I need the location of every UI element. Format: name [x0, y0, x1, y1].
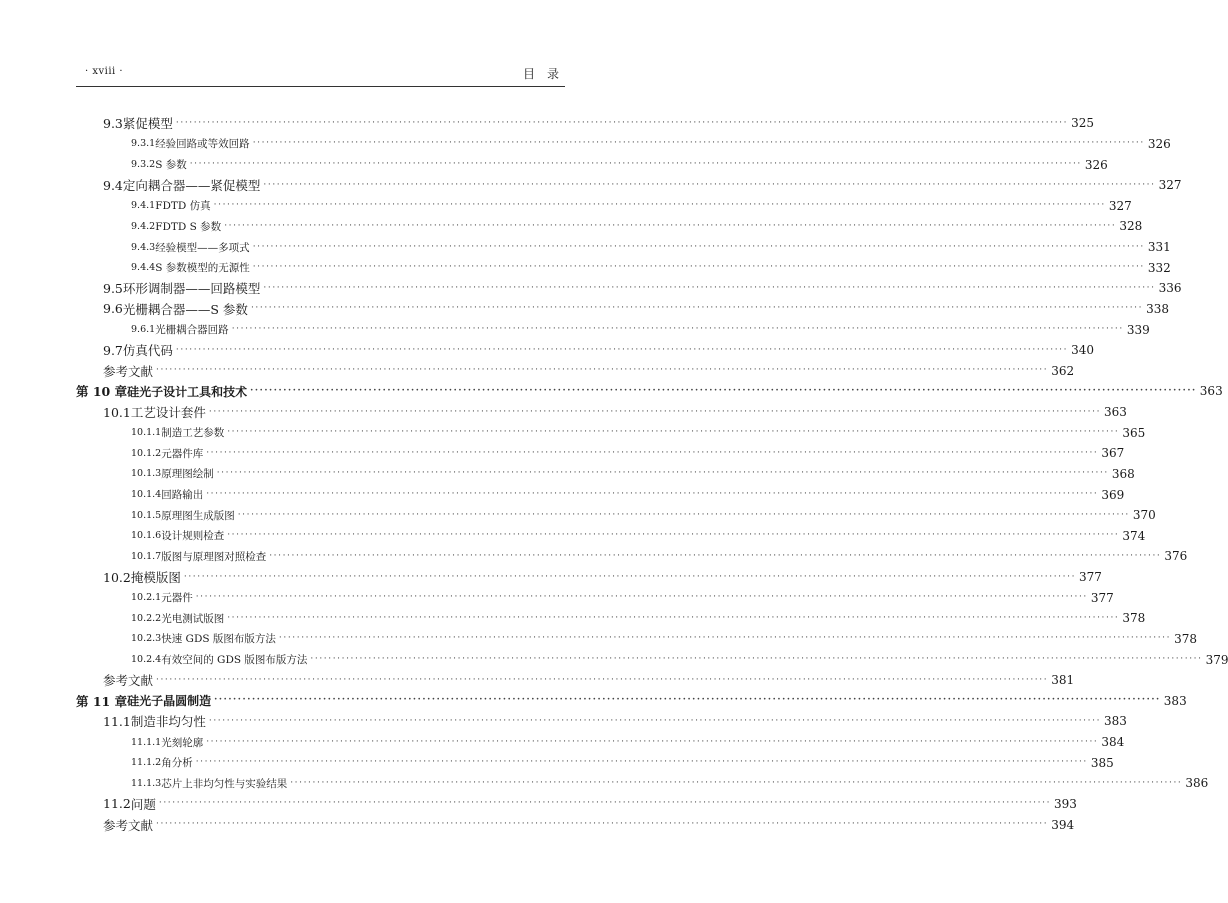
dot-leader: ········································································································································································································	[224, 220, 1117, 231]
dot-leader: ········································································································································································································	[263, 282, 1156, 293]
toc-entry-page: 363	[1199, 384, 1223, 399]
table-of-contents	[76, 113, 1228, 835]
toc-entry-number: 10.2.3	[131, 633, 162, 645]
toc-entry-sub	[76, 546, 1188, 567]
dot-leader: ········································································································································································································	[195, 757, 1088, 768]
dot-leader: ········································································································································································································	[195, 592, 1088, 603]
toc-entry-number: 10.2.4	[131, 654, 162, 666]
toc-entry-number: 10.1.7	[131, 550, 162, 562]
toc-entry-number: 10.2.1	[131, 592, 162, 604]
toc-entry-number: 第 10 章	[76, 384, 128, 400]
toc-entry-section	[76, 340, 1094, 361]
toc-entry-sub	[76, 443, 1125, 464]
toc-entry-page: 377	[1090, 590, 1114, 605]
toc-entry-number: 10.1.4	[131, 489, 162, 501]
toc-entry-number: 10.1.2	[131, 447, 162, 459]
toc-entry-title: S 参数模型的无源性	[155, 262, 250, 275]
toc-entry-title: 硅光子晶圆制造	[127, 694, 212, 709]
toc-entry-page: 374	[1122, 528, 1146, 543]
toc-entry-title: FDTD 仿真	[155, 200, 211, 213]
toc-entry-title: 仿真代码	[122, 343, 173, 359]
dot-leader: ········································································································································································································	[208, 406, 1102, 417]
dot-leader: ········································································································································································································	[216, 468, 1109, 479]
dot-leader: ········································································································································································································	[252, 138, 1145, 149]
toc-entry-title: 参考文献	[103, 673, 154, 689]
dot-leader: ········································································································································································································	[252, 262, 1145, 273]
toc-entry-sub	[76, 422, 1146, 443]
toc-entry-page: 384	[1101, 735, 1125, 750]
toc-entry-title: 制造非均匀性	[130, 714, 206, 730]
toc-entry-number: 9.6.1	[131, 324, 156, 336]
toc-entry-title: 快速 GDS 版图布版方法	[161, 633, 276, 646]
toc-entry-number: 9.7	[103, 342, 123, 358]
toc-entry-title: 环形调制器——回路模型	[122, 281, 261, 297]
toc-entry-sub	[76, 216, 1143, 237]
dot-leader: ········································································································································································································	[310, 654, 1203, 665]
toc-entry-sub	[76, 608, 1146, 629]
toc-entry-title: 经验模型——多项式	[155, 241, 250, 254]
toc-entry-number: 9.6	[103, 301, 123, 317]
dot-leader: ········································································································································································································	[156, 674, 1049, 685]
toc-entry-page: 386	[1185, 776, 1209, 791]
toc-entry-page: 340	[1071, 343, 1094, 358]
toc-entry-number: 10.1.3	[131, 468, 162, 480]
toc-entry-page: 368	[1111, 466, 1135, 481]
toc-entry-section	[76, 567, 1102, 588]
toc-entry-sub	[76, 484, 1125, 505]
toc-entry-page: 385	[1090, 755, 1114, 770]
toc-entry-sub	[76, 649, 1228, 670]
toc-entry-sub	[76, 237, 1171, 258]
toc-entry-title: 角分析	[161, 757, 193, 770]
toc-entry-section	[76, 278, 1182, 299]
toc-entry-title: 问题	[130, 796, 156, 812]
toc-entry-sub	[76, 773, 1209, 794]
dot-leader: ········································································································································································································	[237, 509, 1130, 520]
dot-leader: ········································································································································································································	[263, 179, 1156, 190]
toc-entry-title: 光栅耦合器回路	[155, 324, 229, 337]
toc-entry-number: 11.1	[103, 713, 131, 729]
dot-leader: ········································································································································································································	[206, 447, 1099, 458]
toc-entry-page: 379	[1205, 652, 1228, 667]
dot-leader: ········································································································································································································	[156, 365, 1049, 376]
toc-entry-page: 394	[1051, 817, 1075, 832]
toc-entry-sub	[76, 505, 1156, 526]
toc-entry-page: 331	[1147, 240, 1171, 255]
dot-leader: ········································································································································································································	[206, 736, 1099, 747]
toc-entry-number: 9.5	[103, 280, 123, 296]
dot-leader: ········································································································································································································	[206, 489, 1099, 500]
toc-entry-page: 393	[1054, 796, 1077, 811]
toc-entry-title: 经验回路或等效回路	[155, 138, 250, 151]
toc-entry-title: 有效空间的 GDS 版图布版方法	[161, 654, 308, 667]
toc-entry-number: 9.4	[103, 177, 123, 193]
toc-entry-page: 378	[1122, 611, 1146, 626]
toc-entry-sub	[76, 319, 1150, 340]
toc-entry-sub	[76, 752, 1114, 773]
toc-entry-number: 9.4.2	[131, 220, 156, 232]
toc-entry-title: 参考文献	[103, 817, 154, 833]
toc-entry-title: 定向耦合器——紧促模型	[122, 178, 261, 194]
toc-entry-page: 376	[1164, 549, 1188, 564]
toc-entry-number: 10.1.1	[131, 427, 162, 439]
dot-leader: ········································································································································································································	[290, 777, 1183, 788]
toc-entry-page: 365	[1122, 425, 1146, 440]
toc-entry-page: 332	[1147, 260, 1171, 275]
dot-leader: ········································································································································································································	[269, 550, 1162, 561]
toc-entry-sub	[76, 464, 1135, 485]
toc-entry-number: 11.2	[103, 796, 131, 812]
toc-entry-section	[76, 113, 1094, 134]
toc-entry-section	[76, 402, 1127, 423]
toc-entry-title: 版图与原理图对照检查	[161, 550, 267, 563]
toc-entry-page: 325	[1071, 116, 1094, 131]
dot-leader: ········································································································································································································	[278, 633, 1172, 644]
toc-entry-sub	[76, 587, 1114, 608]
toc-entry-title: 芯片上非均匀性与实验结果	[161, 777, 288, 790]
toc-entry-title: 参考文献	[103, 363, 154, 379]
toc-entry-title: 回路输出	[161, 489, 204, 502]
toc-entry-ref	[76, 361, 1075, 382]
toc-entry-title: 光栅耦合器——S 参数	[122, 301, 248, 317]
dot-leader: ········································································································································································································	[208, 715, 1102, 726]
dot-leader: ········································································································································································································	[227, 612, 1120, 623]
dot-leader: ········································································································································································································	[183, 571, 1077, 582]
toc-entry-page: 383	[1163, 693, 1187, 708]
toc-entry-page: 378	[1174, 631, 1197, 646]
page-number: · xviii ·	[85, 66, 124, 77]
dot-leader: ········································································································································································································	[231, 324, 1124, 335]
toc-entry-title: 光刻轮廓	[161, 736, 204, 749]
toc-entry-page: 383	[1104, 714, 1127, 729]
toc-entry-number: 10.2	[103, 569, 131, 585]
toc-entry-title: 制造工艺参数	[161, 427, 225, 440]
page-header	[77, 66, 563, 82]
toc-entry-ref	[76, 814, 1075, 835]
dot-leader: ········································································································································································································	[175, 117, 1069, 128]
toc-entry-title: 硅光子设计工具和技术	[127, 384, 248, 399]
toc-entry-title: 元器件库	[161, 447, 204, 460]
toc-entry-page: 367	[1101, 446, 1125, 461]
dot-leader: ········································································································································································································	[250, 303, 1144, 314]
toc-entry-title: 原理图生成版图	[161, 509, 235, 522]
toc-entry-number: 9.4.4	[131, 262, 156, 274]
toc-entry-section	[76, 299, 1170, 320]
toc-entry-section	[76, 175, 1182, 196]
toc-entry-sub	[76, 196, 1132, 217]
toc-entry-sub	[76, 134, 1171, 155]
toc-entry-sub	[76, 154, 1108, 175]
toc-entry-number: 10.2.2	[131, 612, 162, 624]
toc-entry-section	[76, 711, 1127, 732]
toc-entry-page: 377	[1079, 570, 1102, 585]
toc-entry-page: 362	[1051, 363, 1075, 378]
dot-leader: ········································································································································································································	[250, 385, 1197, 396]
toc-entry-number: 11.1.3	[131, 777, 162, 789]
header-rule	[76, 86, 565, 87]
toc-entry-sub	[76, 732, 1125, 753]
toc-entry-section	[76, 794, 1077, 815]
toc-entry-number: 9.3	[103, 115, 123, 131]
dot-leader: ········································································································································································································	[252, 241, 1145, 252]
toc-entry-page: 328	[1119, 219, 1143, 234]
toc-entry-number: 10.1	[103, 404, 131, 420]
toc-entry-sub	[76, 526, 1146, 547]
toc-entry-number: 9.3.2	[131, 159, 156, 171]
dot-leader: ········································································································································································································	[175, 344, 1069, 355]
toc-entry-number: 10.1.6	[131, 530, 162, 542]
dot-leader: ········································································································································································································	[189, 159, 1082, 170]
toc-entry-page: 326	[1084, 157, 1108, 172]
toc-entry-title: 设计规则检查	[161, 530, 225, 543]
toc-entry-number: 9.3.1	[131, 138, 156, 150]
toc-entry-title: 原理图绘制	[161, 468, 214, 481]
dot-leader: ········································································································································································································	[213, 200, 1106, 211]
toc-entry-page: 338	[1146, 301, 1170, 316]
dot-leader: ········································································································································································································	[156, 819, 1049, 830]
toc-entry-page: 363	[1104, 405, 1127, 420]
toc-entry-title: FDTD S 参数	[155, 220, 222, 233]
dot-leader: ········································································································································································································	[227, 427, 1120, 438]
toc-entry-page: 326	[1147, 136, 1171, 151]
running-title: 目 录	[522, 67, 559, 81]
toc-entry-sub	[76, 629, 1197, 650]
dot-leader: ········································································································································································································	[158, 798, 1052, 809]
toc-entry-page: 327	[1108, 198, 1132, 213]
toc-entry-ref	[76, 670, 1075, 691]
toc-entry-page: 327	[1158, 178, 1182, 193]
toc-entry-page: 381	[1051, 673, 1075, 688]
toc-entry-sub	[76, 257, 1171, 278]
toc-entry-number: 9.4.1	[131, 200, 156, 212]
dot-leader: ········································································································································································································	[227, 530, 1120, 541]
toc-entry-chapter	[76, 381, 1223, 402]
toc-entry-title: S 参数	[155, 159, 187, 172]
toc-entry-chapter	[76, 691, 1187, 712]
toc-entry-number: 11.1.1	[131, 736, 162, 748]
toc-entry-page: 336	[1158, 281, 1182, 296]
toc-entry-title: 紧促模型	[122, 116, 173, 132]
toc-entry-title: 工艺设计套件	[130, 405, 206, 421]
toc-entry-page: 339	[1126, 322, 1150, 337]
toc-entry-number: 10.1.5	[131, 509, 162, 521]
toc-entry-title: 掩模版图	[130, 570, 181, 586]
toc-entry-title: 光电测试版图	[161, 612, 225, 625]
toc-entry-number: 11.1.2	[131, 757, 162, 769]
toc-entry-page: 370	[1132, 508, 1156, 523]
dot-leader: ········································································································································································································	[214, 695, 1161, 706]
toc-entry-number: 9.4.3	[131, 241, 156, 253]
toc-entry-page: 369	[1101, 487, 1125, 502]
toc-entry-title: 元器件	[161, 592, 193, 605]
toc-entry-number: 第 11 章	[76, 693, 128, 709]
